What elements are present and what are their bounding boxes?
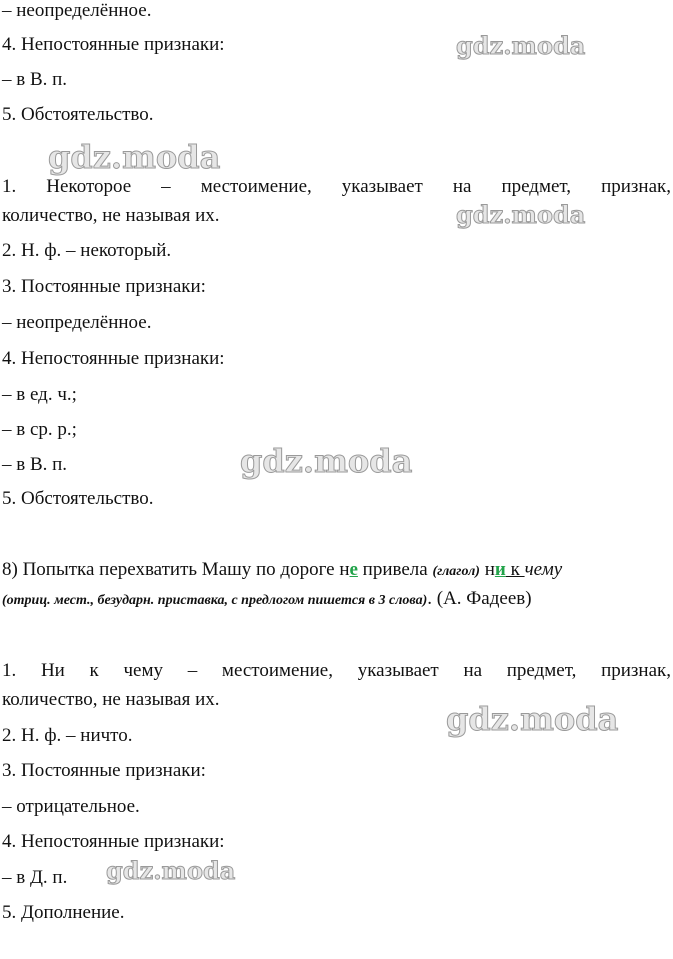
text-line: 3. Постоянные признаки: xyxy=(2,760,206,781)
text-line: 4. Непостоянные признаки: xyxy=(2,34,225,55)
watermark-logo: gdz.moda xyxy=(106,856,236,885)
watermark-logo: gdz.moda xyxy=(446,700,619,738)
watermark-logo: gdz.moda xyxy=(456,200,586,229)
text-line: – неопределённое. xyxy=(2,0,152,21)
sentence-8-line2 xyxy=(2,588,671,612)
sentence-8-line1 xyxy=(2,559,671,583)
text-line: 3. Постоянные признаки: xyxy=(2,276,206,297)
text-line: 2. Н. ф. – ничто. xyxy=(2,725,133,746)
grammar-note: (отриц. мест., безударн. приставка, с предлогом пишется в 3 слова) xyxy=(2,593,428,608)
text-line: 4. Непостоянные признаки: xyxy=(2,831,225,852)
text-line: – в ед. ч.; xyxy=(2,384,77,405)
sentence-text: привела xyxy=(357,559,433,580)
text-line: 4. Непостоянные признаки: xyxy=(2,348,225,369)
grammar-note: (глагол) xyxy=(432,564,480,579)
text-line: – в В. п. xyxy=(2,69,68,90)
sentence-text: чему xyxy=(524,559,563,580)
text-line: 5. Обстоятельство. xyxy=(2,104,154,125)
watermark-logo: gdz.moda xyxy=(456,31,586,60)
author: . (А. Фадеев) xyxy=(427,588,532,609)
sentence-text: н xyxy=(479,559,495,580)
text-line: – отрицательное. xyxy=(2,796,140,817)
text-line: – неопределённое. xyxy=(2,312,152,333)
inserted-vowel: и xyxy=(494,559,506,580)
sentence-text: 8) Попытка перехватить Машу по дороге н xyxy=(2,559,350,580)
text-line: 1. Ни к чему – местоимение, указывает на предмет, признак, xyxy=(2,660,671,681)
text-line: количество, не называя их. xyxy=(2,205,220,226)
sentence-text: к xyxy=(505,559,525,580)
text-line: – в Д. п. xyxy=(2,867,68,888)
watermark-logo: gdz.moda xyxy=(240,442,413,480)
inserted-vowel: е xyxy=(349,559,358,580)
text-line: 1. Некоторое – местоимение, указывает на предмет, признак, xyxy=(2,176,671,197)
text-line: 5. Дополнение. xyxy=(2,902,125,923)
text-line: – в В. п. xyxy=(2,454,68,475)
text-line: количество, не называя их. xyxy=(2,689,220,710)
text-line: 2. Н. ф. – некоторый. xyxy=(2,240,172,261)
text-line: 5. Обстоятельство. xyxy=(2,488,154,509)
watermark-logo: gdz.moda xyxy=(48,138,221,176)
text-line: – в ср. р.; xyxy=(2,419,77,440)
